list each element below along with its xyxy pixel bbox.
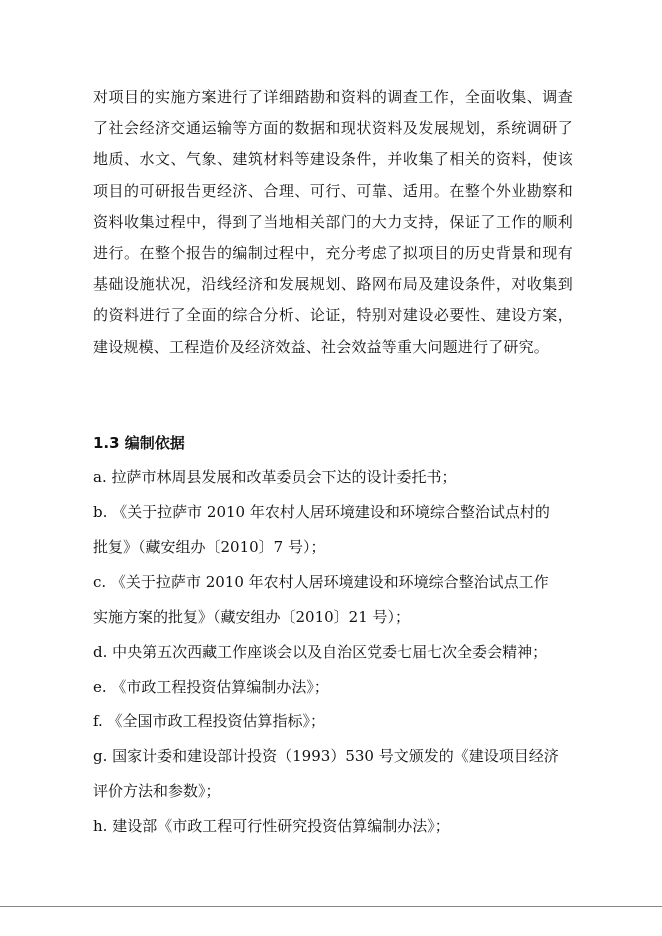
- basis-item-g-continued: 评价方法和参数》；: [93, 782, 221, 800]
- section-heading: 1.3 编制依据: [93, 434, 185, 452]
- basis-item-h: h. 建设部《市政工程可行性研究投资估算编制办法》；: [93, 817, 450, 835]
- basis-item-f: f. 《全国市政工程投资估算指标》；: [93, 712, 326, 730]
- basis-item-e: e. 《市政工程投资估算编制办法》；: [93, 678, 329, 696]
- basis-item-g: g. 国家计委和建设部计投资（1993）530 号文颁发的《建设项目经济: [93, 747, 559, 765]
- intro-paragraph: 对项目的实施方案进行了详细踏勘和资料的调查工作，全面收集、调查了社会经济交通运输等方面的数据和现状资料及发展规划，系统调研了地质、水文、气象、建筑材料等建设条件，并收集了相关的资料，使该项目的可研报告更经济、合理、可行、可靠、适用。在整个外业勘察和资料收集过程中，得到了当地相关部门的大力支持，保证了工作的顺利进行。在整个报告的编制过程中，充分考虑了拟项目的历史背景和现有基础设施状况，沿线经济和发展规划、路网布局及建设条件，对收集到的资料进行了全面的综合分析、论证，特别对建设必要性、建设方案，建设规模、工程造价及经济效益、社会效益等重大问题进行了研究。: [93, 88, 573, 356]
- basis-item-c: c. 《关于拉萨市 2010 年农村人居环境建设和环境综合整治试点工作: [93, 573, 549, 591]
- basis-item-d: d. 中央第五次西藏工作座谈会以及自治区党委七届七次全委会精神；: [93, 643, 548, 661]
- basis-item-b-continued: 批复》（藏安组办〔2010〕7 号）；: [93, 538, 326, 556]
- basis-item-c-continued: 实施方案的批复》（藏安组办〔2010〕21 号）；: [93, 608, 411, 626]
- page-bottom-rule: [0, 906, 662, 907]
- basis-item-b: b. 《关于拉萨市 2010 年农村人居环境建设和环境综合整治试点村的: [93, 503, 550, 521]
- basis-item-a: a. 拉萨市林周县发展和改革委员会下达的设计委托书；: [93, 468, 457, 486]
